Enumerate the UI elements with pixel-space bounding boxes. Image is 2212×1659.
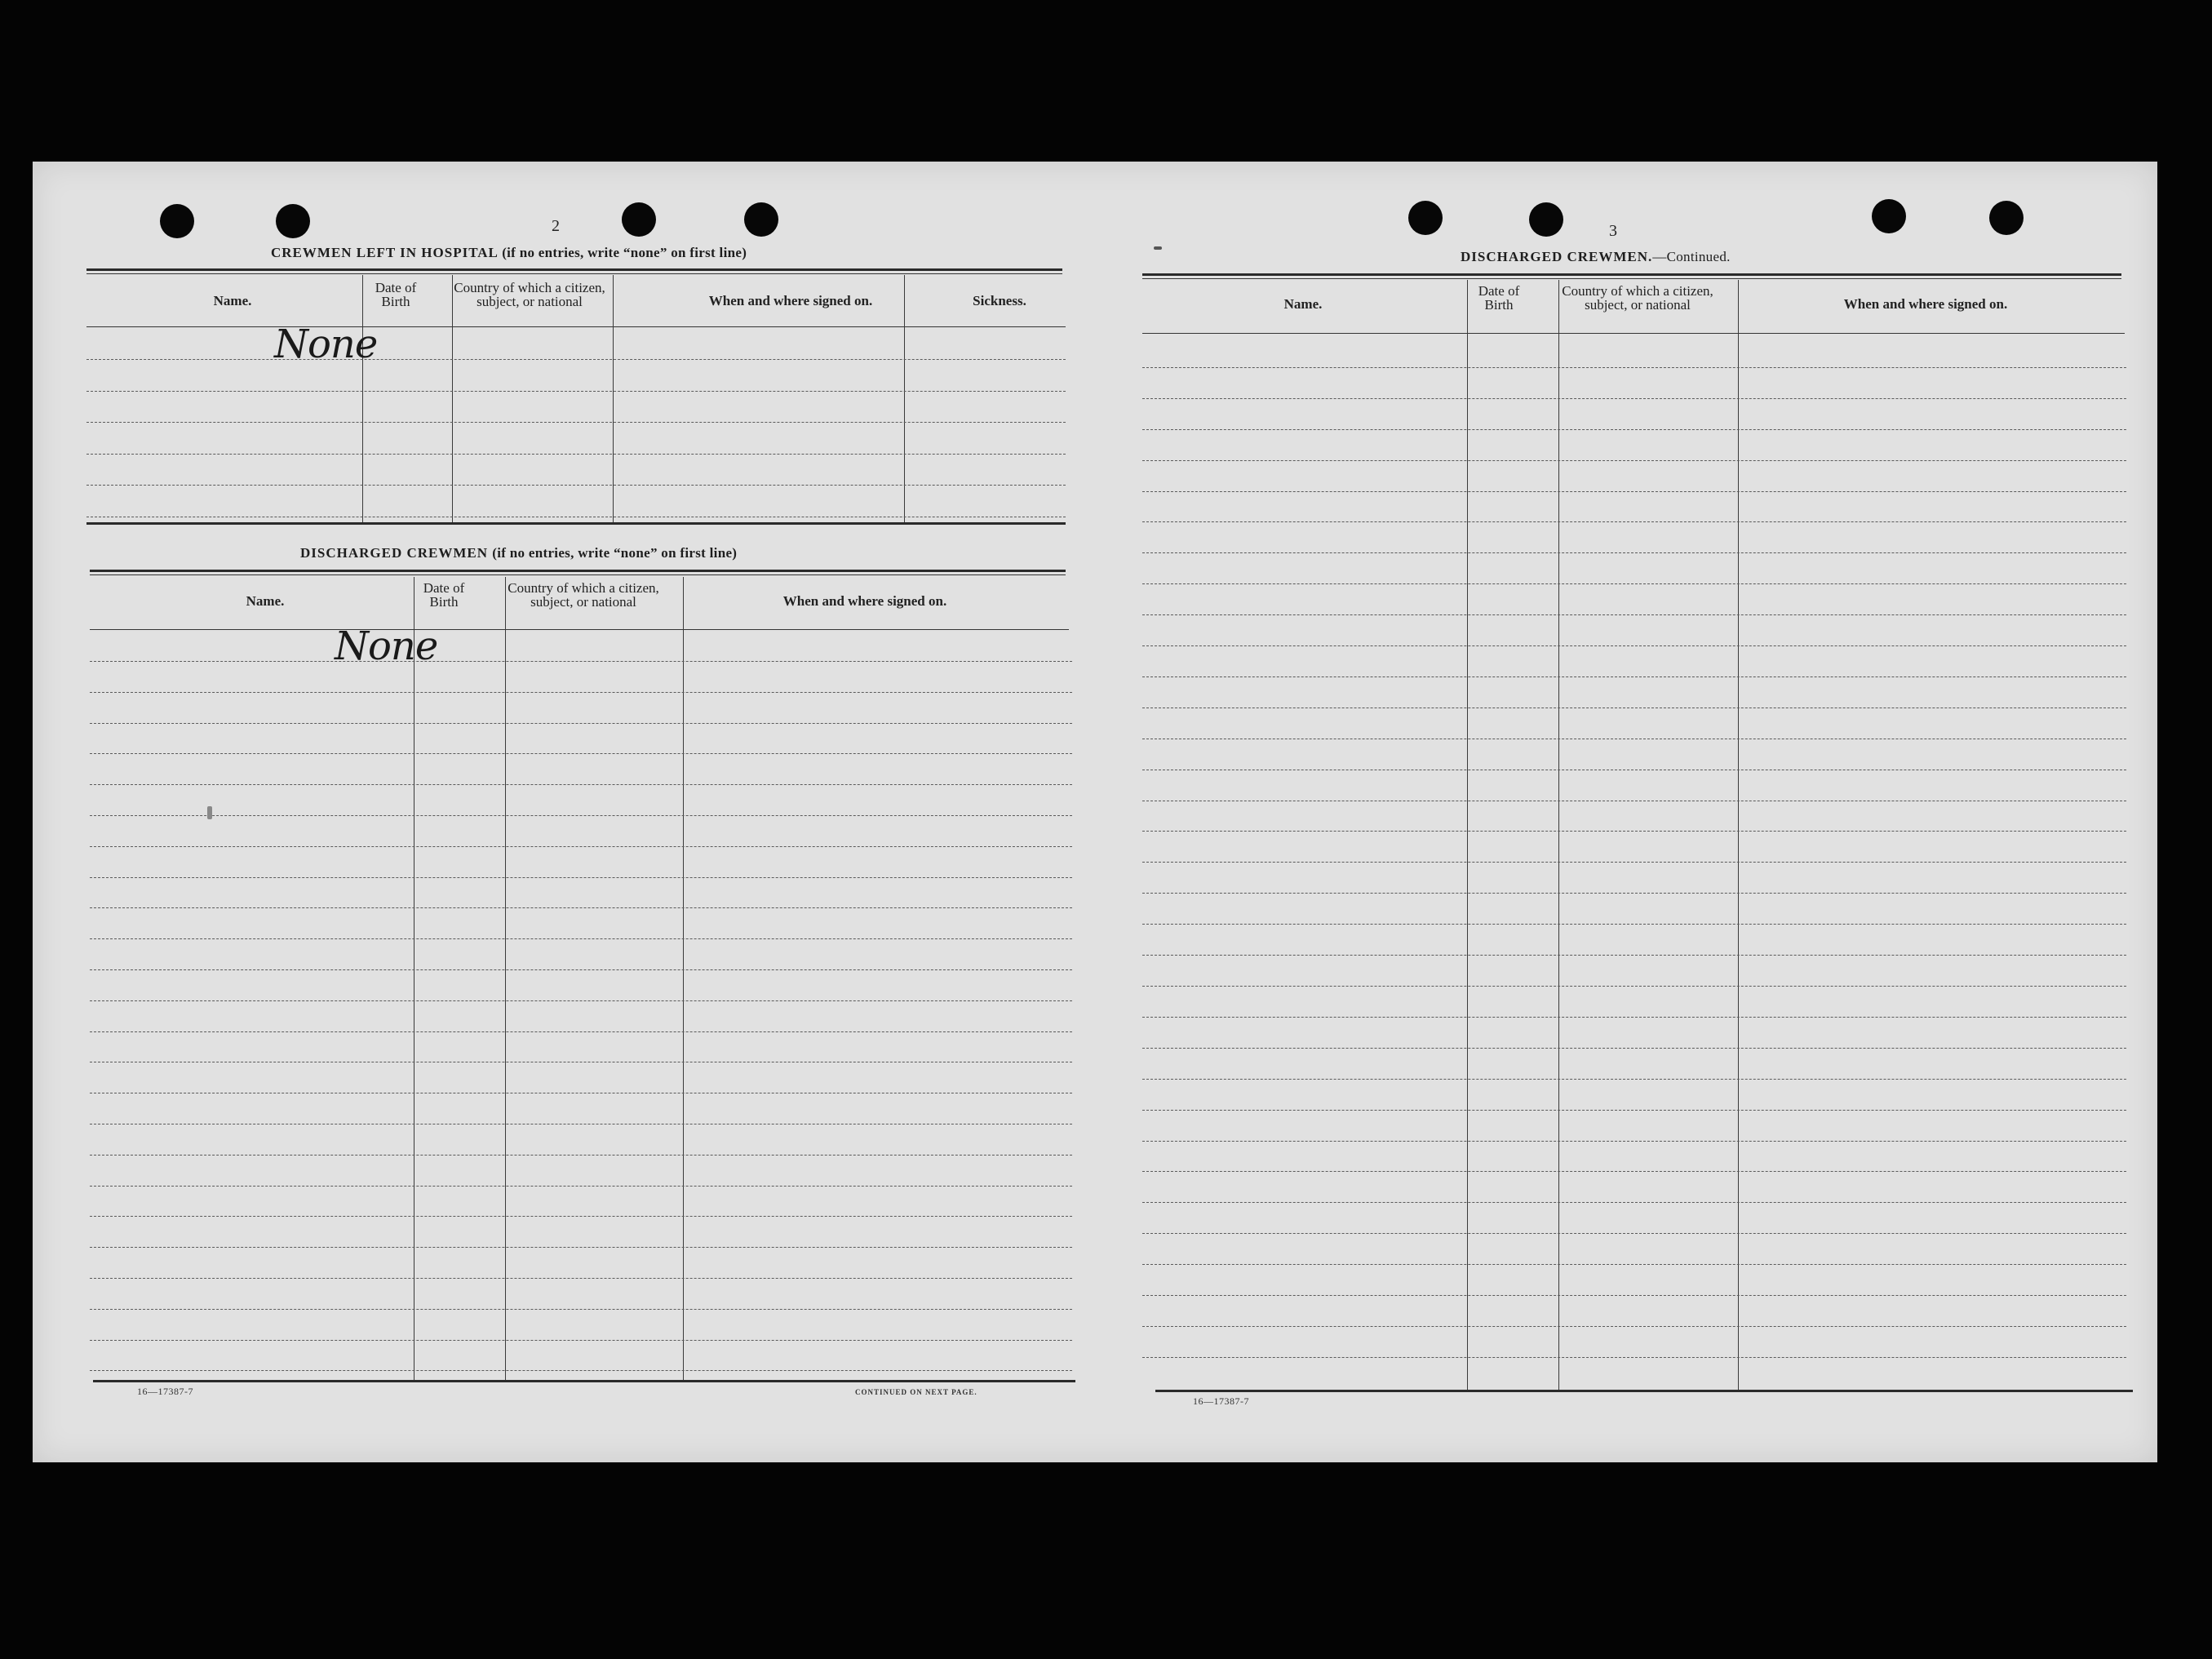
form-ruled-line [1142, 893, 2126, 894]
right-col-divider [1467, 280, 1468, 1390]
form-ruled-line [90, 1216, 1072, 1217]
form-ruled-line [90, 907, 1072, 908]
discharged-col-country-header: Country of which a citizen, subject, or national [508, 580, 659, 610]
punch-hole [744, 202, 778, 237]
right-col-divider [1738, 280, 1739, 1390]
form-ruled-line [1142, 1079, 2126, 1080]
hospital-col-name-header: Name. [213, 293, 252, 308]
form-ruled-line [90, 815, 1072, 816]
form-ruled-line [1142, 429, 2126, 430]
right-section-title [1461, 249, 1731, 265]
form-ruled-line [1142, 645, 2126, 646]
hospital-col-signed-header: When and where signed on. [708, 293, 873, 308]
punch-hole [1872, 199, 1906, 233]
form-ruled-line [90, 661, 1072, 662]
punch-hole [1529, 202, 1563, 237]
form-ruled-line [90, 1247, 1072, 1248]
hospital-section-title [271, 245, 747, 261]
right-col-signed-header: When and where signed on. [1843, 296, 2008, 312]
hospital-col-dob-header: Date of Birth [375, 280, 417, 309]
form-ruled-line [1142, 1048, 2126, 1049]
form-ruled-line [86, 422, 1066, 423]
hospital-col-country-header: Country of which a citizen, subject, or national [454, 280, 605, 309]
form-ruled-line [86, 359, 1066, 360]
hospital-bottom-rule [86, 522, 1066, 525]
discharged-header-rule [90, 629, 1069, 630]
form-ruled-line [90, 1000, 1072, 1001]
hospital-title-note: (if no entries, write “none” on first line) [502, 245, 747, 260]
punch-hole [276, 204, 310, 238]
form-ruled-line [86, 485, 1066, 486]
form-ruled-line [1142, 676, 2126, 677]
form-ruled-line [86, 391, 1066, 392]
scan-speck [207, 806, 212, 819]
hospital-handwritten-entry: None [274, 322, 378, 367]
form-ruled-line [90, 1278, 1072, 1279]
right-col-divider [1558, 280, 1559, 1390]
discharged-col-signed-header: When and where signed on. [782, 593, 947, 609]
form-ruled-line [1142, 1326, 2126, 1327]
discharged-section-title [300, 545, 737, 561]
right-col-country-header: Country of which a citizen, subject, or national [1562, 283, 1713, 313]
discharged-col-dob-header: Date of Birth [423, 580, 465, 610]
form-ruled-line [1142, 398, 2126, 399]
hospital-top-rule [86, 268, 1062, 271]
form-ruled-line [86, 454, 1066, 455]
discharged-top-rule [90, 570, 1066, 572]
form-ruled-line [90, 723, 1072, 724]
hospital-col-sickness-header: Sickness. [973, 293, 1026, 308]
right-top-rule-2 [1142, 278, 2121, 279]
form-ruled-line [90, 1031, 1072, 1032]
hospital-top-rule-2 [86, 273, 1062, 274]
discharged-top-rule-2 [90, 574, 1066, 575]
discharged-col-divider [683, 577, 684, 1381]
page-number: 3 [1609, 222, 1617, 240]
right-title-text: DISCHARGED CREWMEN. [1461, 249, 1653, 264]
form-ruled-line [1142, 1202, 2126, 1203]
right-col-dob-header: Date of Birth [1478, 283, 1520, 313]
form-ruled-line [1142, 491, 2126, 492]
form-ruled-line [90, 692, 1072, 693]
form-ruled-line [90, 1155, 1072, 1156]
form-number: 16—17387-7 [1193, 1395, 1249, 1407]
discharged-bottom-rule [93, 1380, 1075, 1382]
form-ruled-line [1142, 460, 2126, 461]
form-ruled-line [90, 877, 1072, 878]
form-ruled-line [1142, 955, 2126, 956]
discharged-title-text: DISCHARGED CREWMEN [300, 545, 489, 561]
form-ruled-line [1142, 862, 2126, 863]
discharged-title-note: (if no entries, write “none” on first line) [492, 545, 738, 561]
form-ruled-line [90, 753, 1072, 754]
form-ruled-line [1142, 614, 2126, 615]
form-ruled-line [1142, 986, 2126, 987]
punch-hole [1989, 201, 2024, 235]
discharged-handwritten-entry: None [335, 623, 438, 669]
punch-hole [622, 202, 656, 237]
form-ruled-line [90, 1309, 1072, 1310]
form-ruled-line [1142, 1357, 2126, 1358]
punch-hole [160, 204, 194, 238]
scan-speck [1154, 246, 1162, 250]
form-ruled-line [1142, 1233, 2126, 1234]
right-header-rule [1142, 333, 2125, 334]
form-ruled-line [1142, 1110, 2126, 1111]
form-ruled-line [1142, 924, 2126, 925]
hospital-header-rule [86, 326, 1066, 327]
document-sheet [33, 162, 2157, 1462]
form-ruled-line [1142, 1171, 2126, 1172]
form-ruled-line [1142, 1017, 2126, 1018]
form-ruled-line [1142, 1295, 2126, 1296]
form-ruled-line [1142, 552, 2126, 553]
continued-note: CONTINUED ON NEXT PAGE. [855, 1388, 977, 1396]
right-title-suffix: —Continued. [1652, 249, 1731, 264]
discharged-col-name-header: Name. [246, 593, 285, 609]
form-ruled-line [90, 969, 1072, 970]
form-ruled-line [1142, 583, 2126, 584]
form-ruled-line [1142, 1141, 2126, 1142]
page-number: 2 [552, 217, 560, 235]
form-ruled-line [90, 784, 1072, 785]
form-ruled-line [90, 846, 1072, 847]
right-col-name-header: Name. [1283, 296, 1323, 312]
punch-hole [1408, 201, 1443, 235]
form-number: 16—17387-7 [137, 1386, 193, 1397]
form-ruled-line [90, 938, 1072, 939]
form-ruled-line [90, 1370, 1072, 1371]
form-ruled-line [1142, 831, 2126, 832]
form-ruled-line [1142, 367, 2126, 368]
form-ruled-line [1142, 521, 2126, 522]
form-ruled-line [90, 1340, 1072, 1341]
form-ruled-line [1142, 1264, 2126, 1265]
right-top-rule [1142, 273, 2121, 276]
right-bottom-rule [1155, 1390, 2133, 1392]
discharged-col-divider [505, 577, 506, 1381]
form-ruled-line [90, 1186, 1072, 1187]
hospital-title-text: CREWMEN LEFT IN HOSPITAL [271, 245, 498, 260]
